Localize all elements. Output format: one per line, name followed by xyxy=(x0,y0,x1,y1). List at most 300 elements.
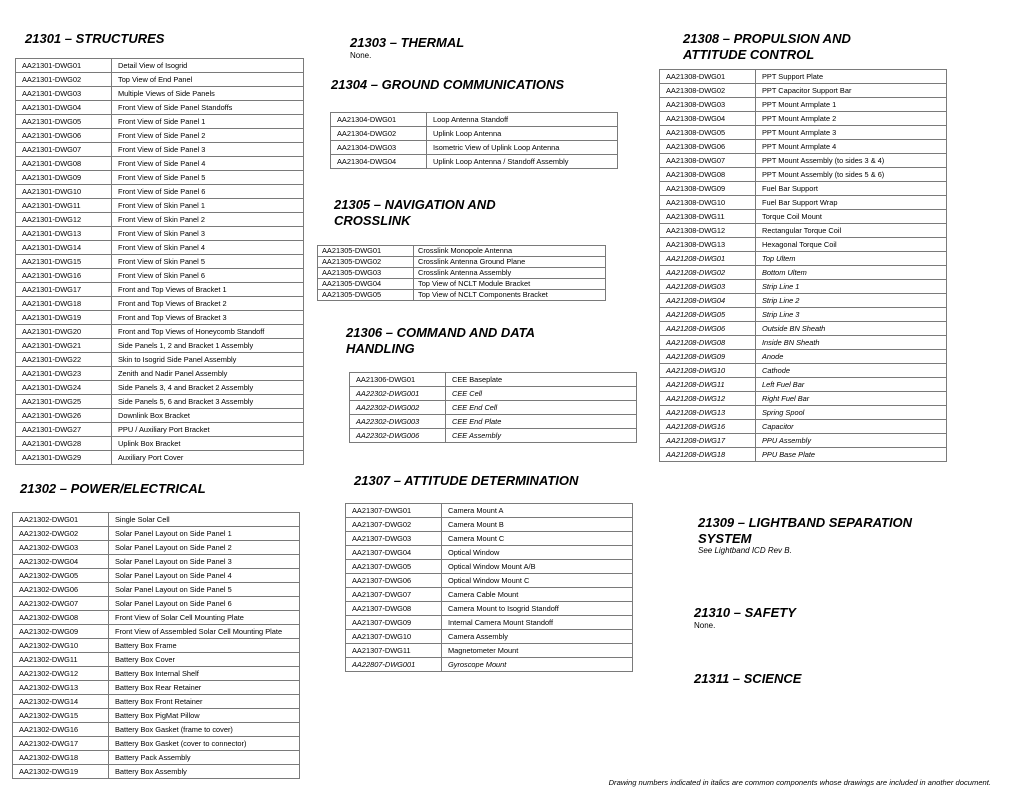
drawing-description: Zenith and Nadir Panel Assembly xyxy=(112,367,304,381)
table-row xyxy=(16,325,304,339)
table-row xyxy=(13,597,300,611)
drawing-number: AA21308-DWG02 xyxy=(660,84,756,98)
drawing-description: Strip Line 3 xyxy=(756,308,947,322)
drawing-description: Top Ultem xyxy=(756,252,947,266)
drawing-number: AA21307-DWG04 xyxy=(346,546,442,560)
drawing-description: Front and Top Views of Bracket 3 xyxy=(112,311,304,325)
drawing-description: CEE Cell xyxy=(446,387,637,401)
drawing-description: Front View of Skin Panel 6 xyxy=(112,269,304,283)
drawing-number: AA21302-DWG16 xyxy=(13,723,109,737)
drawing-number: AA21301-DWG08 xyxy=(16,157,112,171)
drawing-description: Strip Line 2 xyxy=(756,294,947,308)
drawing-table-21307 xyxy=(345,503,633,672)
drawing-number: AA21302-DWG01 xyxy=(13,513,109,527)
drawing-description: PPT Mount Armplate 3 xyxy=(756,126,947,140)
drawing-number: AA21308-DWG08 xyxy=(660,168,756,182)
drawing-description: Solar Panel Layout on Side Panel 3 xyxy=(109,555,300,569)
table-row xyxy=(16,409,304,423)
title-line: 21308 – PROPULSION AND xyxy=(683,31,851,46)
drawing-number: AA21302-DWG13 xyxy=(13,681,109,695)
drawing-number: AA21302-DWG07 xyxy=(13,597,109,611)
table-row xyxy=(660,112,947,126)
table-row xyxy=(13,765,300,779)
table-row xyxy=(318,246,606,257)
drawing-number: AA21308-DWG12 xyxy=(660,224,756,238)
drawing-number: AA21301-DWG04 xyxy=(16,101,112,115)
drawing-description: Detail View of Isogrid xyxy=(112,59,304,73)
drawing-description: Optical Window Mount A/B xyxy=(442,560,633,574)
drawing-description: PPU Base Plate xyxy=(756,448,947,462)
table-row xyxy=(660,140,947,154)
table-row xyxy=(13,737,300,751)
drawing-number: AA22302-DWG002 xyxy=(350,401,446,415)
table-row xyxy=(16,213,304,227)
drawing-description: Downlink Box Bracket xyxy=(112,409,304,423)
table-row xyxy=(13,513,300,527)
drawing-number: AA21308-DWG01 xyxy=(660,70,756,84)
drawing-number: AA21302-DWG09 xyxy=(13,625,109,639)
drawing-description: Strip Line 1 xyxy=(756,280,947,294)
table-row xyxy=(350,387,637,401)
drawing-number: AA21305-DWG01 xyxy=(318,246,414,257)
drawing-number: AA21305-DWG03 xyxy=(318,268,414,279)
table-row xyxy=(346,630,633,644)
drawing-description: Outside BN Sheath xyxy=(756,322,947,336)
drawing-description: Solar Panel Layout on Side Panel 1 xyxy=(109,527,300,541)
drawing-number: AA21307-DWG10 xyxy=(346,630,442,644)
drawing-number: AA21301-DWG16 xyxy=(16,269,112,283)
table-row xyxy=(660,434,947,448)
table-row xyxy=(660,308,947,322)
drawing-number: AA21301-DWG25 xyxy=(16,395,112,409)
drawing-number: AA21305-DWG05 xyxy=(318,290,414,301)
table-row xyxy=(331,113,618,127)
drawing-description: PPT Capacitor Support Bar xyxy=(756,84,947,98)
table-row xyxy=(660,224,947,238)
drawing-description: Camera Mount C xyxy=(442,532,633,546)
drawing-number: AA21301-DWG11 xyxy=(16,199,112,213)
drawing-number: AA21302-DWG08 xyxy=(13,611,109,625)
drawing-number: AA21208-DWG18 xyxy=(660,448,756,462)
drawing-description: Uplink Box Bracket xyxy=(112,437,304,451)
table-row xyxy=(16,73,304,87)
drawing-description: Crosslink Antenna Assembly xyxy=(414,268,606,279)
drawing-number: AA21307-DWG07 xyxy=(346,588,442,602)
table-row xyxy=(16,297,304,311)
drawing-number: AA21302-DWG12 xyxy=(13,667,109,681)
drawing-number: AA21307-DWG01 xyxy=(346,504,442,518)
drawing-description: Top View of NCLT Module Bracket xyxy=(414,279,606,290)
drawing-description: Battery Box Internal Shelf xyxy=(109,667,300,681)
drawing-number: AA21308-DWG09 xyxy=(660,182,756,196)
section-title-21308 xyxy=(683,31,851,63)
section-title-21306 xyxy=(346,325,535,357)
drawing-description: Optical Window Mount C xyxy=(442,574,633,588)
drawing-number: AA21307-DWG05 xyxy=(346,560,442,574)
table-row xyxy=(331,141,618,155)
title-line: SYSTEM xyxy=(698,531,752,546)
drawing-description: Top View of NCLT Components Bracket xyxy=(414,290,606,301)
drawing-description: PPT Mount Armplate 4 xyxy=(756,140,947,154)
table-row xyxy=(660,126,947,140)
drawing-number: AA21301-DWG14 xyxy=(16,241,112,255)
drawing-number: AA21302-DWG17 xyxy=(13,737,109,751)
title-line: CROSSLINK xyxy=(334,213,411,228)
drawing-description: Optical Window xyxy=(442,546,633,560)
drawing-number: AA21302-DWG03 xyxy=(13,541,109,555)
drawing-description: Solar Panel Layout on Side Panel 4 xyxy=(109,569,300,583)
drawing-number: AA21208-DWG10 xyxy=(660,364,756,378)
drawing-description: PPT Support Plate xyxy=(756,70,947,84)
drawing-description: Solar Panel Layout on Side Panel 6 xyxy=(109,597,300,611)
drawing-number: AA21208-DWG04 xyxy=(660,294,756,308)
drawing-description: Front View of Side Panel 4 xyxy=(112,157,304,171)
table-row xyxy=(331,155,618,169)
drawing-number: AA21302-DWG05 xyxy=(13,569,109,583)
drawing-number: AA21308-DWG13 xyxy=(660,238,756,252)
drawing-description: Magnetometer Mount xyxy=(442,644,633,658)
drawing-number: AA21304-DWG01 xyxy=(331,113,427,127)
drawing-description: Battery Box Gasket (frame to cover) xyxy=(109,723,300,737)
table-row xyxy=(660,196,947,210)
section-title-21303: 21303 – THERMAL xyxy=(350,35,465,50)
drawing-number: AA21302-DWG11 xyxy=(13,653,109,667)
drawing-description: Front View of Side Panel 3 xyxy=(112,143,304,157)
drawing-description: Side Panels 1, 2 and Bracket 1 Assembly xyxy=(112,339,304,353)
drawing-number: AA21301-DWG18 xyxy=(16,297,112,311)
drawing-number: AA21208-DWG03 xyxy=(660,280,756,294)
drawing-number: AA21208-DWG02 xyxy=(660,266,756,280)
drawing-number: AA21308-DWG05 xyxy=(660,126,756,140)
drawing-number: AA21301-DWG06 xyxy=(16,129,112,143)
table-row xyxy=(346,560,633,574)
table-row xyxy=(16,143,304,157)
drawing-description: Front View of Side Panel 5 xyxy=(112,171,304,185)
table-row xyxy=(16,227,304,241)
drawing-number: AA21301-DWG27 xyxy=(16,423,112,437)
table-row xyxy=(16,157,304,171)
table-row xyxy=(16,353,304,367)
drawing-description: CEE Baseplate xyxy=(446,373,637,387)
drawing-number: AA21301-DWG22 xyxy=(16,353,112,367)
drawing-number: AA21208-DWG12 xyxy=(660,392,756,406)
table-row xyxy=(660,448,947,462)
drawing-description: Uplink Loop Antenna / Standoff Assembly xyxy=(427,155,618,169)
footnote: Drawing numbers indicated in italics are common components whose drawings are included in another document. xyxy=(608,778,991,787)
drawing-number: AA21208-DWG13 xyxy=(660,406,756,420)
section-title-21311: 21311 – SCIENCE xyxy=(694,671,802,686)
table-row xyxy=(346,644,633,658)
section-note-21303: None. xyxy=(350,51,372,60)
drawing-number: AA21301-DWG17 xyxy=(16,283,112,297)
drawing-description: Battery Box Gasket (cover to connector) xyxy=(109,737,300,751)
drawing-description: PPU Assembly xyxy=(756,434,947,448)
drawing-number: AA21302-DWG06 xyxy=(13,583,109,597)
drawing-description: Camera Mount B xyxy=(442,518,633,532)
section-note-21309: See Lightband ICD Rev B. xyxy=(698,546,792,555)
drawing-number: AA21304-DWG04 xyxy=(331,155,427,169)
section-title-21307: 21307 – ATTITUDE DETERMINATION xyxy=(354,473,579,488)
table-row xyxy=(13,723,300,737)
drawing-number: AA21301-DWG23 xyxy=(16,367,112,381)
drawing-number: AA21302-DWG02 xyxy=(13,527,109,541)
drawing-number: AA21307-DWG08 xyxy=(346,602,442,616)
table-row xyxy=(660,322,947,336)
table-row xyxy=(350,415,637,429)
drawing-number: AA21301-DWG12 xyxy=(16,213,112,227)
drawing-number: AA21302-DWG18 xyxy=(13,751,109,765)
drawing-number: AA22302-DWG003 xyxy=(350,415,446,429)
drawing-number: AA21302-DWG04 xyxy=(13,555,109,569)
drawing-description: Skin to Isogrid Side Panel Assembly xyxy=(112,353,304,367)
section-title-21305 xyxy=(334,197,496,229)
table-row xyxy=(660,154,947,168)
table-row xyxy=(318,279,606,290)
drawing-number: AA21308-DWG11 xyxy=(660,210,756,224)
drawing-table-21301 xyxy=(15,58,304,465)
table-row xyxy=(660,238,947,252)
drawing-number: AA21304-DWG02 xyxy=(331,127,427,141)
table-row xyxy=(13,653,300,667)
drawing-number: AA21305-DWG02 xyxy=(318,257,414,268)
drawing-table-21302 xyxy=(12,512,300,779)
drawing-description: Fuel Bar Support xyxy=(756,182,947,196)
drawing-number: AA21304-DWG03 xyxy=(331,141,427,155)
drawing-description: Camera Mount to Isogrid Standoff xyxy=(442,602,633,616)
drawing-description: Front and Top Views of Honeycomb Standoff xyxy=(112,325,304,339)
drawing-description: Spring Spool xyxy=(756,406,947,420)
drawing-description: Side Panels 3, 4 and Bracket 2 Assembly xyxy=(112,381,304,395)
table-row xyxy=(660,70,947,84)
drawing-number: AA21301-DWG09 xyxy=(16,171,112,185)
drawing-number: AA21308-DWG03 xyxy=(660,98,756,112)
drawing-description: Loop Antenna Standoff xyxy=(427,113,618,127)
drawing-number: AA21307-DWG03 xyxy=(346,532,442,546)
drawing-description: Uplink Loop Antenna xyxy=(427,127,618,141)
table-row xyxy=(660,98,947,112)
drawing-number: AA21208-DWG11 xyxy=(660,378,756,392)
drawing-description: Front and Top Views of Bracket 2 xyxy=(112,297,304,311)
drawing-number: AA21301-DWG28 xyxy=(16,437,112,451)
drawing-number: AA21301-DWG24 xyxy=(16,381,112,395)
drawing-number: AA21301-DWG05 xyxy=(16,115,112,129)
table-row xyxy=(13,625,300,639)
drawing-description: Battery Box Rear Retainer xyxy=(109,681,300,695)
drawing-description: Front View of Skin Panel 3 xyxy=(112,227,304,241)
table-row xyxy=(16,423,304,437)
table-row xyxy=(13,541,300,555)
title-line: 21306 – COMMAND AND DATA xyxy=(346,325,536,340)
table-row xyxy=(16,269,304,283)
drawing-description: Bottom Ultem xyxy=(756,266,947,280)
section-title-21304: 21304 – GROUND COMMUNICATIONS xyxy=(331,77,565,92)
drawing-number: AA21208-DWG17 xyxy=(660,434,756,448)
table-row xyxy=(16,367,304,381)
table-row xyxy=(13,611,300,625)
drawing-number: AA21301-DWG26 xyxy=(16,409,112,423)
drawing-description: Battery Box Assembly xyxy=(109,765,300,779)
section-title-21310: 21310 – SAFETY xyxy=(694,605,796,620)
drawing-description: Front and Top Views of Bracket 1 xyxy=(112,283,304,297)
drawing-number: AA21301-DWG20 xyxy=(16,325,112,339)
drawing-description: PPT Mount Armplate 1 xyxy=(756,98,947,112)
drawing-description: Front View of Skin Panel 5 xyxy=(112,255,304,269)
title-line: ATTITUDE CONTROL xyxy=(683,47,815,62)
table-row xyxy=(318,290,606,301)
title-line: HANDLING xyxy=(346,341,415,356)
drawing-number: AA21208-DWG05 xyxy=(660,308,756,322)
drawing-description: PPT Mount Assembly (to sides 3 & 4) xyxy=(756,154,947,168)
drawing-table-21306 xyxy=(349,372,637,443)
drawing-description: Camera Mount A xyxy=(442,504,633,518)
section-note-21310: None. xyxy=(694,621,716,630)
title-line: 21305 – NAVIGATION AND xyxy=(334,197,496,212)
table-row xyxy=(346,588,633,602)
drawing-description: Right Fuel Bar xyxy=(756,392,947,406)
drawing-number: AA21208-DWG01 xyxy=(660,252,756,266)
drawing-table-21308 xyxy=(659,69,947,462)
drawing-description: Top View of End Panel xyxy=(112,73,304,87)
drawing-number: AA21307-DWG02 xyxy=(346,518,442,532)
drawing-description: CEE End Cell xyxy=(446,401,637,415)
drawing-number: AA21301-DWG19 xyxy=(16,311,112,325)
drawing-number: AA21301-DWG13 xyxy=(16,227,112,241)
table-row xyxy=(346,504,633,518)
drawing-description: Battery Pack Assembly xyxy=(109,751,300,765)
table-row xyxy=(13,639,300,653)
drawing-description: Front View of Skin Panel 1 xyxy=(112,199,304,213)
drawing-description: Battery Box PigMat Pillow xyxy=(109,709,300,723)
table-row xyxy=(350,373,637,387)
drawing-number: AA22807-DWG001 xyxy=(346,658,442,672)
table-row xyxy=(350,401,637,415)
table-row xyxy=(16,87,304,101)
drawing-number: AA21208-DWG08 xyxy=(660,336,756,350)
table-row xyxy=(346,532,633,546)
table-row xyxy=(346,574,633,588)
table-row xyxy=(13,583,300,597)
table-row xyxy=(318,268,606,279)
drawing-description: Solar Panel Layout on Side Panel 2 xyxy=(109,541,300,555)
drawing-number: AA21301-DWG01 xyxy=(16,59,112,73)
drawing-description: Left Fuel Bar xyxy=(756,378,947,392)
table-row xyxy=(16,241,304,255)
drawing-number: AA21301-DWG02 xyxy=(16,73,112,87)
drawing-description: Isometric View of Uplink Loop Antenna xyxy=(427,141,618,155)
drawing-description: Capacitor xyxy=(756,420,947,434)
table-row xyxy=(16,451,304,465)
drawing-description: Camera Assembly xyxy=(442,630,633,644)
table-row xyxy=(16,255,304,269)
table-row xyxy=(346,658,633,672)
table-row xyxy=(346,546,633,560)
drawing-description: Solar Panel Layout on Side Panel 5 xyxy=(109,583,300,597)
table-row xyxy=(660,406,947,420)
table-row xyxy=(13,569,300,583)
drawing-number: AA21302-DWG15 xyxy=(13,709,109,723)
drawing-description: Front View of Side Panel 6 xyxy=(112,185,304,199)
drawing-description: Front View of Side Panel Standoffs xyxy=(112,101,304,115)
drawing-description: CEE End Plate xyxy=(446,415,637,429)
table-row xyxy=(660,84,947,98)
drawing-description: Battery Box Front Retainer xyxy=(109,695,300,709)
drawing-description: PPT Mount Assembly (to sides 5 & 6) xyxy=(756,168,947,182)
drawing-number: AA21308-DWG06 xyxy=(660,140,756,154)
table-row xyxy=(346,602,633,616)
drawing-description: PPU / Auxiliary Port Bracket xyxy=(112,423,304,437)
drawing-number: AA21301-DWG29 xyxy=(16,451,112,465)
drawing-number: AA21306-DWG01 xyxy=(350,373,446,387)
table-row xyxy=(660,252,947,266)
drawing-description: CEE Assembly xyxy=(446,429,637,443)
table-row xyxy=(13,709,300,723)
drawing-number: AA21302-DWG19 xyxy=(13,765,109,779)
drawing-table-21305 xyxy=(317,245,606,301)
table-row xyxy=(660,294,947,308)
drawing-description: Auxiliary Port Cover xyxy=(112,451,304,465)
title-line: 21309 – LIGHTBAND SEPARATION xyxy=(698,515,913,530)
drawing-number: AA22302-DWG001 xyxy=(350,387,446,401)
drawing-description: Front View of Skin Panel 4 xyxy=(112,241,304,255)
drawing-description: Front View of Solar Cell Mounting Plate xyxy=(109,611,300,625)
table-row xyxy=(318,257,606,268)
table-row xyxy=(16,59,304,73)
table-row xyxy=(16,381,304,395)
drawing-description: Fuel Bar Support Wrap xyxy=(756,196,947,210)
table-row xyxy=(660,210,947,224)
drawing-number: AA21308-DWG10 xyxy=(660,196,756,210)
table-row xyxy=(660,392,947,406)
table-row xyxy=(346,616,633,630)
table-row xyxy=(16,129,304,143)
drawing-number: AA21301-DWG21 xyxy=(16,339,112,353)
table-row xyxy=(660,420,947,434)
drawing-description: Anode xyxy=(756,350,947,364)
drawing-number: AA21301-DWG15 xyxy=(16,255,112,269)
drawing-number: AA21208-DWG06 xyxy=(660,322,756,336)
drawing-description: Crosslink Antenna Ground Plane xyxy=(414,257,606,268)
drawing-number: AA21302-DWG10 xyxy=(13,639,109,653)
drawing-number: AA21308-DWG07 xyxy=(660,154,756,168)
drawing-number: AA21307-DWG06 xyxy=(346,574,442,588)
drawing-number: AA22302-DWG006 xyxy=(350,429,446,443)
table-row xyxy=(16,311,304,325)
drawing-description: Front View of Assembled Solar Cell Mounting Plate xyxy=(109,625,300,639)
table-row xyxy=(350,429,637,443)
drawing-description: Hexagonal Torque Coil xyxy=(756,238,947,252)
table-row xyxy=(660,378,947,392)
drawing-number: AA21307-DWG11 xyxy=(346,644,442,658)
drawing-description: Front View of Side Panel 2 xyxy=(112,129,304,143)
table-row xyxy=(660,336,947,350)
drawing-description: Multiple Views of Side Panels xyxy=(112,87,304,101)
drawing-table-21304 xyxy=(330,112,618,169)
table-row xyxy=(660,364,947,378)
drawing-number: AA21208-DWG16 xyxy=(660,420,756,434)
table-row xyxy=(660,266,947,280)
drawing-number: AA21307-DWG09 xyxy=(346,616,442,630)
drawing-description: Single Solar Cell xyxy=(109,513,300,527)
table-row xyxy=(346,518,633,532)
drawing-number: AA21305-DWG04 xyxy=(318,279,414,290)
drawing-number: AA21301-DWG07 xyxy=(16,143,112,157)
table-row xyxy=(660,182,947,196)
table-row xyxy=(660,280,947,294)
section-title-21309 xyxy=(698,515,912,547)
drawing-number: AA21308-DWG04 xyxy=(660,112,756,126)
drawing-number: AA21301-DWG03 xyxy=(16,87,112,101)
drawing-description: Gyroscope Mount xyxy=(442,658,633,672)
